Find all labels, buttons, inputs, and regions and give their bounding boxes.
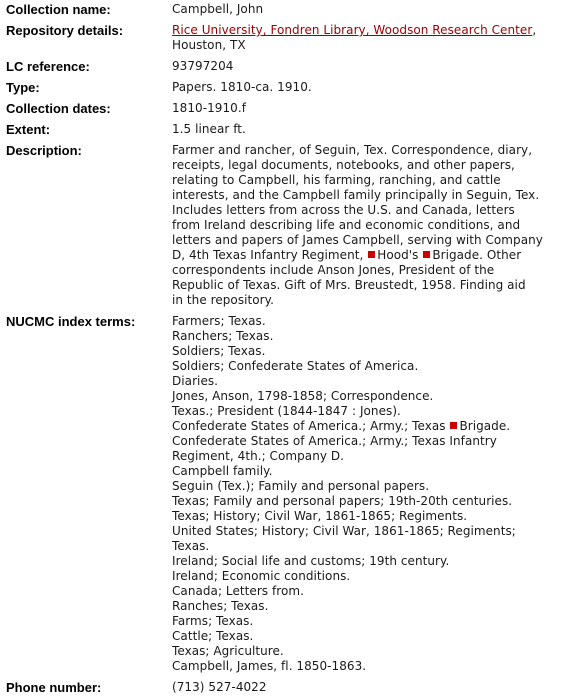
phone-value: (713) 527-4022 — [172, 680, 267, 694]
description-line: receipts, legal documents, notebooks, and other papers, — [172, 158, 515, 172]
collection-name-label: Collection name: — [6, 2, 111, 17]
index-term: Campbell, James, fl. 1850-1863. — [172, 659, 367, 673]
index-term: Texas; Agriculture. — [172, 644, 284, 658]
index-term: Texas. — [172, 539, 210, 553]
index-term: Soldiers; Texas. — [172, 344, 266, 358]
index-term: Texas; History; Civil War, 1861-1865; Regiments. — [172, 509, 468, 523]
repository-separator: , — [532, 23, 537, 37]
unknown-character-icon — [368, 251, 375, 258]
extent-row — [6, 122, 564, 137]
type-label: Type: — [6, 80, 40, 95]
index-term: Jones, Anson, 1798-1858; Correspondence. — [172, 389, 434, 403]
index-term: Texas.; President (1844-1847 : Jones). — [172, 404, 401, 418]
unknown-character-icon — [423, 251, 430, 258]
type-row — [6, 80, 564, 95]
lc-reference-value: 93797204 — [172, 59, 234, 73]
description-line: Includes letters from across the U.S. and Canada, letters — [172, 203, 515, 217]
index-term: Canada; Letters from. — [172, 584, 304, 598]
index-term: Ireland; Economic conditions. — [172, 569, 351, 583]
description-line: D, 4th Texas Infantry Regiment, Hood's Brigade. Other — [172, 248, 522, 262]
description-line: in the repository. — [172, 293, 274, 307]
repository-location: Houston, TX — [172, 38, 246, 52]
description-row — [6, 143, 564, 308]
collection-dates-value: 1810-1910.f — [172, 101, 246, 115]
description-line: relating to Campbell, his farming, ranching, and cattle — [172, 173, 501, 187]
type-value: Papers. 1810-ca. 1910. — [172, 80, 312, 94]
description-line: interests, and the Campbell family principally in Seguin, Tex. — [172, 188, 540, 202]
extent-value: 1.5 linear ft. — [172, 122, 246, 136]
description-value — [172, 143, 554, 308]
extent-label: Extent: — [6, 122, 51, 137]
lc-reference-row — [6, 59, 564, 74]
index-term: Confederate States of America.; Army.; Texas Brigade. — [172, 419, 511, 433]
repository-row — [6, 23, 564, 53]
phone-row — [6, 680, 564, 695]
index-term: Campbell family. — [172, 464, 273, 478]
collection-name-value: Campbell, John — [172, 2, 264, 16]
description-line: Farmer and rancher, of Seguin, Tex. Correspondence, diary, — [172, 143, 533, 157]
index-term: Regiment, 4th.; Company D. — [172, 449, 345, 463]
unknown-character-icon — [450, 422, 457, 429]
index-term: United States; History; Civil War, 1861-1865; Regiments; — [172, 524, 516, 538]
repository-link[interactable]: Rice University, Fondren Library, Woodson Research Center — [172, 23, 533, 37]
index-term: Farms; Texas. — [172, 614, 254, 628]
index-term: Ireland; Social life and customs; 19th century. — [172, 554, 450, 568]
collection-dates-label: Collection dates: — [6, 101, 111, 116]
index-term: Diaries. — [172, 374, 219, 388]
index-term: Cattle; Texas. — [172, 629, 254, 643]
repository-label: Repository details: — [6, 23, 124, 38]
lc-reference-label: LC reference: — [6, 59, 90, 74]
description-line: letters and papers of James Campbell, serving with Company — [172, 233, 543, 247]
nucmc-terms — [172, 314, 554, 674]
nucmc-row — [6, 314, 564, 674]
description-line: correspondents include Anson Jones, President of the — [172, 263, 495, 277]
index-term: Confederate States of America.; Army.; Texas Infantry — [172, 434, 497, 448]
description-label: Description: — [6, 143, 82, 158]
index-term: Ranches; Texas. — [172, 599, 269, 613]
index-term: Seguin (Tex.); Family and personal papers. — [172, 479, 430, 493]
collection-dates-row — [6, 101, 564, 116]
phone-label: Phone number: — [6, 680, 102, 695]
index-term: Soldiers; Confederate States of America. — [172, 359, 419, 373]
description-line: Republic of Texas. Gift of Mrs. Breustedt, 1958. Finding aid — [172, 278, 526, 292]
repository-value — [172, 23, 554, 53]
description-line: from Ireland describing life and economic conditions, and — [172, 218, 521, 232]
nucmc-label: NUCMC index terms: — [6, 314, 136, 329]
index-term: Farmers; Texas. — [172, 314, 266, 328]
index-term: Ranchers; Texas. — [172, 329, 274, 343]
collection-name-row — [6, 2, 564, 17]
index-term: Texas; Family and personal papers; 19th-20th centuries. — [172, 494, 513, 508]
